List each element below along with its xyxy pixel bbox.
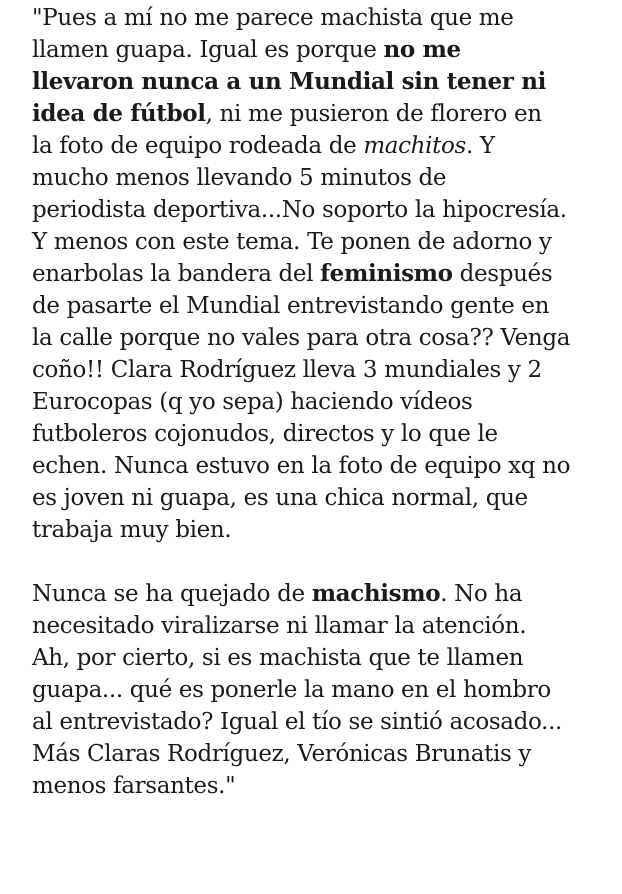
text-segment: llamen guapa. Igual es porque	[32, 37, 384, 63]
text-segment: . No ha	[440, 581, 523, 607]
text-line	[32, 738, 600, 770]
bold-phrase: llevaron nunca a un Mundial sin tener ni	[32, 68, 546, 95]
text-segment: , ni me pusieron de florero en	[205, 101, 542, 127]
text-segment: echen. Nunca estuvo en la foto de equipo xq no	[32, 453, 571, 479]
text-line	[32, 130, 600, 162]
text-line	[32, 258, 600, 290]
bold-phrase: machismo	[311, 580, 441, 607]
text-segment: necesitado viralizarse ni llamar la atención.	[32, 613, 527, 639]
text-line	[32, 290, 600, 322]
text-segment: enarbolas la bandera del	[32, 261, 321, 287]
text-segment: de pasarte el Mundial entrevistando gente en	[32, 293, 550, 319]
text-line	[32, 98, 600, 130]
text-line	[32, 386, 600, 418]
text-segment: mucho menos llevando 5 minutos de	[32, 165, 447, 191]
text-segment: menos farsantes."	[32, 773, 236, 799]
quote-paragraph	[32, 2, 600, 546]
text-line	[32, 322, 600, 354]
text-segment: futboleros cojonudos, directos y lo que le	[32, 421, 498, 447]
bold-phrase: idea de fútbol	[32, 100, 206, 127]
text-segment: trabaja muy bien.	[32, 517, 232, 543]
text-line	[32, 770, 600, 802]
text-segment: después	[452, 261, 553, 287]
text-segment: . Y	[465, 133, 495, 159]
text-line	[32, 642, 600, 674]
text-segment: "Pues a mí no me parece machista que me	[32, 5, 514, 31]
text-line	[32, 66, 600, 98]
text-line	[32, 674, 600, 706]
text-line	[32, 578, 600, 610]
text-segment: Y menos con este tema. Te ponen de adorno y	[32, 229, 552, 255]
text-line	[32, 514, 600, 546]
text-line	[32, 226, 600, 258]
quote-paragraph	[32, 578, 600, 802]
text-segment: periodista deportiva...No soporto la hipocresía.	[32, 197, 567, 223]
text-line	[32, 450, 600, 482]
text-line	[32, 162, 600, 194]
text-line	[32, 194, 600, 226]
text-segment: Ah, por cierto, si es machista que te llamen	[32, 645, 524, 671]
text-segment: Nunca se ha quejado de	[32, 581, 312, 607]
text-segment: es joven ni guapa, es una chica normal, que	[32, 485, 528, 511]
text-segment: al entrevistado? Igual el tío se sintió acosado...	[32, 709, 563, 735]
italic-phrase: machitos	[363, 133, 466, 159]
text-segment: guapa... qué es ponerle la mano en el hombro	[32, 677, 551, 703]
text-line	[32, 706, 600, 738]
text-line	[32, 354, 600, 386]
text-segment: la calle porque no vales para otra cosa?? Venga	[32, 325, 571, 351]
text-line	[32, 2, 600, 34]
text-line	[32, 34, 600, 66]
text-line	[32, 610, 600, 642]
text-segment: coño!! Clara Rodríguez lleva 3 mundiales y 2	[32, 357, 542, 383]
text-segment: la foto de equipo rodeada de	[32, 133, 364, 159]
text-segment: Más Claras Rodríguez, Verónicas Brunatis y	[32, 741, 532, 767]
bold-phrase: no me	[383, 36, 461, 63]
text-segment: Eurocopas (q yo sepa) haciendo vídeos	[32, 389, 473, 415]
text-line	[32, 482, 600, 514]
text-line	[32, 418, 600, 450]
bold-phrase: feminismo	[320, 260, 453, 287]
